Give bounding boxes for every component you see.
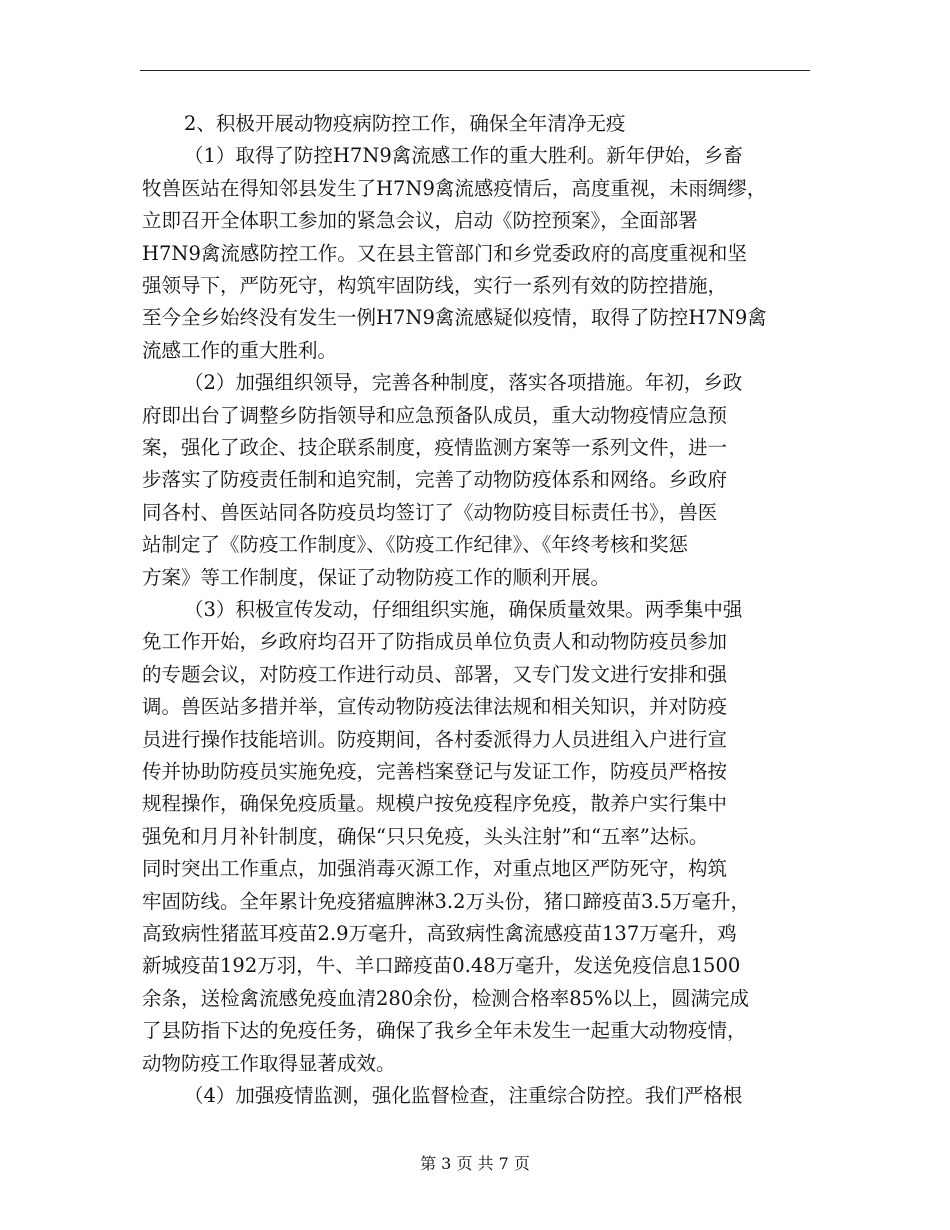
text-line: 流感工作的重大胜利。: [142, 339, 338, 362]
text-line: 府即出台了调整乡防指领导和应急预备队成员，重大动物疫情应急预: [142, 404, 728, 427]
text-line: 站制定了《防疫工作制度》、《防疫工作纪律》、《年终考核和奖惩: [142, 533, 689, 556]
text-line: 免工作开始，乡政府均召开了防指成员单位负责人和动物防疫员参加: [142, 630, 728, 653]
text-line: 传并协助防疫员实施免疫，完善档案登记与发证工作，防疫员严格按: [142, 760, 728, 783]
text-line: 牧兽医站在得知邻县发生了H7N9禽流感疫情后，高度重视，未雨绸缪，: [142, 177, 767, 200]
text-line: 方案》等工作制度，保证了动物防疫工作的顺利开展。: [142, 566, 611, 589]
text-line: 新城疫苗192万羽，牛、羊口蹄疫苗0.48万毫升，发送免疫信息1500: [142, 954, 741, 977]
text-line: 的专题会议，对防疫工作进行动员、部署，又专门发文进行安排和强: [142, 663, 728, 686]
text-line: 同各村、兽医站同各防疫员均签订了《动物防疫目标责任书》，兽医: [142, 501, 718, 524]
paragraph-first-line: （2）加强组织领导，完善各种制度，落实各项措施。年初，乡政: [184, 371, 743, 394]
paragraph-first-line: （4）加强疫情监测，强化监督检查，注重综合防控。我们严格根: [184, 1084, 743, 1107]
text-line: 员进行操作技能培训。防疫期间，各村委派得力人员进组入户进行宣: [142, 728, 728, 751]
page-footer: 第 3 页 共 7 页: [420, 1154, 530, 1173]
text-line: 规程操作，确保免疫质量。规模户按免疫程序免疫，散养户实行集中: [142, 792, 728, 815]
text-line: 案，强化了政企、技企联系制度，疫情监测方案等一系列文件，进一: [142, 436, 728, 459]
text-line: 动物防疫工作取得显著成效。: [142, 1052, 396, 1075]
text-line: 步落实了防疫责任制和追究制，完善了动物防疫体系和网络。乡政府: [142, 468, 728, 491]
text-line: 立即召开全体职工参加的紧急会议，启动《防控预案》，全面部署: [142, 209, 698, 232]
text-line: 强领导下，严防死守，构筑牢固防线，实行一系列有效的防控措施，: [142, 274, 728, 297]
text-line: 余条，送检禽流感免疫血清280余份，检测合格率85%以上，圆满完成: [142, 987, 750, 1010]
text-line: 至今全乡始终没有发生一例H7N9禽流感疑似疫情，取得了防控H7N9禽: [142, 306, 767, 329]
paragraph-first-line: （3）积极宣传发动，仔细组织实施，确保质量效果。两季集中强: [184, 598, 743, 621]
text-line: 调。兽医站多措并举，宣传动物防疫法律法规和相关知识，并对防疫: [142, 695, 728, 718]
header-rule: [140, 70, 810, 71]
text-line: 牢固防线。全年累计免疫猪瘟脾淋3.2万头份，猪口蹄疫苗3.5万毫升，: [142, 890, 751, 913]
text-line: 了县防指下达的免疫任务，确保了我乡全年未发生一起重大动物疫情，: [142, 1019, 747, 1042]
text-line: 强免和月月补针制度，确保“只只免疫，头头注射”和“五率”达标。: [142, 825, 709, 848]
text-line: H7N9禽流感防控工作。又在县主管部门和乡党委政府的高度重视和坚: [142, 242, 747, 265]
paragraph-first-line: 2、积极开展动物疫病防控工作，确保全年清净无疫: [184, 112, 626, 135]
text-line: 高致病性猪蓝耳疫苗2.9万毫升，高致病性禽流感疫苗137万毫升，鸡: [142, 922, 737, 945]
paragraph-first-line: （1）取得了防控H7N9禽流感工作的重大胜利。新年伊始，乡畜: [184, 144, 743, 167]
text-line: 同时突出工作重点，加强消毒灭源工作，对重点地区严防死守，构筑: [142, 857, 728, 880]
